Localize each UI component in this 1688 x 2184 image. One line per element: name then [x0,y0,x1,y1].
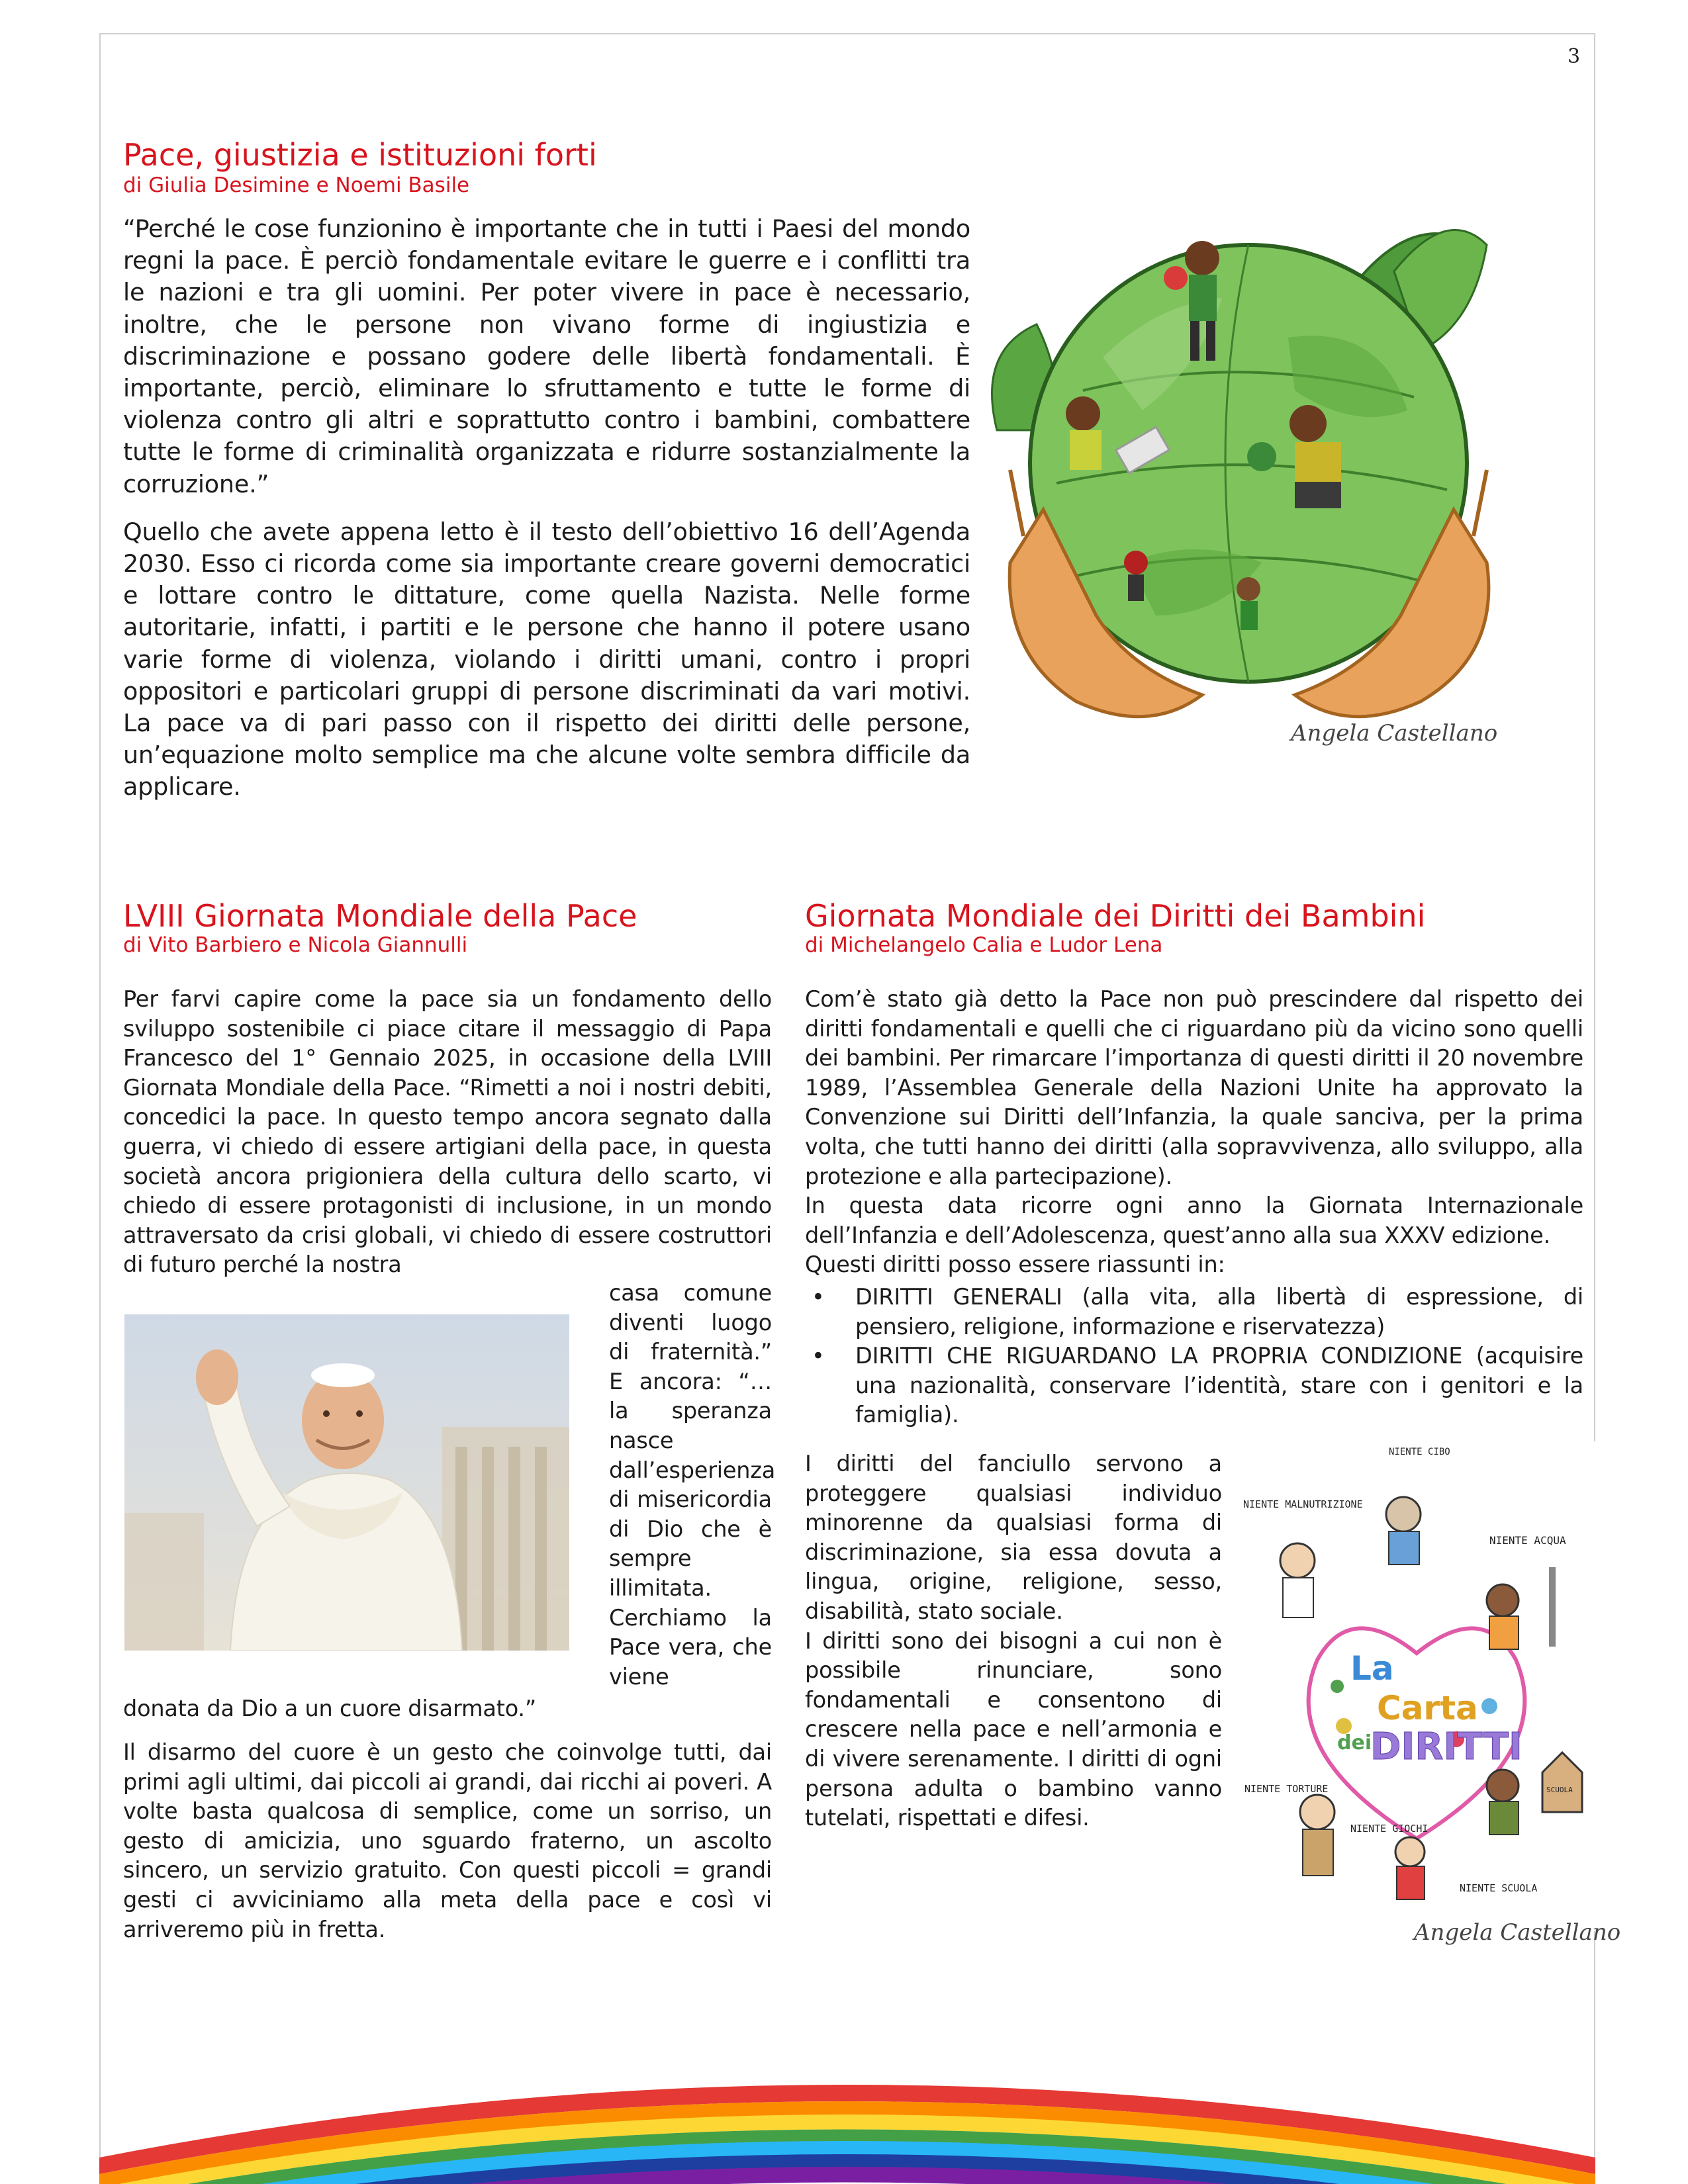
rights-list-item-text: DIRITTI GENERALI (alla vita, alla libertà di espressione, di pensiero, religione, informazione e riservatezza) [855,1283,1583,1340]
label-niente-scuola: NIENTE SCUOLA [1460,1882,1538,1894]
article3-body-lower [805,1449,1222,1833]
article3-paragraph: In questa data ricorre ogni anno la Giornata Internazionale dell’Infanzia e dell’Adolescenza, quest’anno alla sua XXXV edizione. [805,1193,1583,1248]
article2-title: LVIII Giornata Mondiale della Pace [123,898,637,934]
illustration-title-line1: La [1350,1649,1394,1688]
bullet-icon: • [812,1343,825,1369]
label-niente-torture: NIENTE TORTURE [1244,1783,1329,1795]
page-number: 3 [1568,45,1581,68]
pope-francis-photo [124,1314,569,1651]
illustration-title-line2: Carta [1377,1689,1478,1727]
article1-illustration-signature: Angela Castellano [1291,720,1498,747]
article2-paragraph-wrap: casa comune diventi luogo di fraternità.” E ancora: “… la speranza nasce dall’esperienza di misericordia di Dio che è sempre illimitata. Cerchiamo la Pace vera, che viene [609,1280,776,1690]
article1-title: Pace, giustizia e istituzioni forti [123,137,597,173]
article3-byline: di Michelangelo Calia e Ludor Lena [805,933,1163,957]
article3-paragraph: I diritti del fanciullo servono a proteggere qualsiasi individuo minorenne da qualsiasi forma di discriminazione, sia essa dovuta a lingua, origine, religione, sesso, disabilità, stato sociale. [805,1451,1222,1624]
article3-paragraph: Com’è stato già detto la Pace non può prescindere dal rispetto dei diritti fondamentali e quelli che ci riguardano più da vicino sono quelli dei bambini. Per rimarcare l’importanza di questi diritti il 20 novembre 1989, l’Assemblea Generale della Nazioni Unite ha approvato la Convenzione sui Diritti dell’Infanzia, la quale sanciva, per la prima volta, che tutti hanno dei diritti (alla sopravvivenza, allo sviluppo, alla protezione e alla partecipazione). [805,986,1583,1189]
article3-paragraph: Questi diritti posso essere riassunti in: [805,1251,1225,1278]
article3-body [805,985,1583,1430]
label-scuola: SCUOLA [1546,1786,1573,1794]
rainbow-footer-decoration [99,2052,1595,2184]
label-niente-giochi: NIENTE GIOCHI [1350,1823,1429,1835]
children-rights-illustration [1238,1441,1595,1931]
illustration-title-line4: DIRITTI [1370,1725,1523,1768]
label-niente-malnutrizione: NIENTE MALNUTRIZIONE [1243,1498,1363,1510]
article3-illustration-signature: Angela Castellano [1414,1919,1621,1946]
article2-paragraph: Il disarmo del cuore è un gesto che coinvolge tutti, dai primi agli ultimi, dai piccoli ai grandi, dai ricchi ai poveri. A volte basta qualcosa di semplice, come un sorriso, un gesto di amicizia, uno sguardo fraterno, un ascolto sincero, un servizio gratuito. Con questi piccoli = grandi gesti ci avviciniamo alla meta della pace e così vi arriveremo più in fretta. [123,1739,772,1942]
article3-paragraph: I diritti sono dei bisogni a cui non è possibile rinunciare, sono fondamentali e consentono di crescere nella pace e nell’armonia e di vivere serenamente. I diritti di ogni persona adulta o bambino vanno tutelati, rispettati e difesi. [805,1627,1222,1831]
globe-hands-illustration [984,192,1513,741]
rights-list-item [805,1283,1583,1342]
rights-list [805,1283,1583,1430]
article1-paragraph: Quello che avete appena letto è il testo dell’obiettivo 16 dell’Agenda 2030. Esso ci ricorda come sia importante creare governi democratici e lottare contro le dittature, come quella Nazista. Nelle forme autoritarie, infatti, i partiti e le persone che hanno il potere usano varie forme di violenza, violando i diritti umani, contro i propri oppositori e particolari gruppi di persone discriminati da vari motivi. La pace va di pari passo con il rispetto dei diritti delle persone, un’equazione molto semplice ma che alcune volte sembra difficile da applicare. [123,517,970,801]
article1-byline: di Giulia Desimine e Noemi Basile [123,173,470,197]
article1-paragraph: “Perché le cose funzionino è importante che in tutti i Paesi del mondo regni la pace. È perciò fondamentale evitare le guerre e i conflitti tra le nazioni e tra gli uomini. Per poter vivere in pace è necessario, inoltre, che le persone non vivano forme di ingiustizia e discriminazione e possano godere delle libertà fondamentali. È importante, perciò, eliminare lo sfruttamento e tutte le forme di violenza contro gli altri e soprattutto contro i bambini, combattere tutte le forme di criminalità organizzata e ridurre sostanzialmente la corruzione.” [123,214,970,498]
article2-paragraph-top: Per farvi capire come la pace sia un fondamento dello sviluppo sostenibile ci piace citare il messaggio di Papa Francesco del 1° Gennaio 2025, in occasione della LVIII Giornata Mondiale della Pace. “Rimetti a noi i nostri debiti, concedici la pace. In questo tempo ancora segnato dalla guerra, vi chiedo di essere artigiani della pace, in questa società ancora prigioniera della cultura dello scarto, vi chiedo di essere protagonisti di inclusione, in un mondo attraversato da crisi globali, vi chiedo di essere costruttori di futuro perché la nostra [123,986,772,1278]
article1-body [123,213,970,803]
bullet-icon: • [812,1283,825,1310]
label-niente-cibo: NIENTE CIBO [1389,1447,1450,1457]
label-niente-acqua: NIENTE ACQUA [1489,1534,1566,1547]
article2-paragraph-end: donata da Dio a un cuore disarmato.” [123,1696,537,1721]
rights-list-item [805,1342,1583,1430]
article2-byline: di Vito Barbiero e Nicola Giannulli [123,933,468,957]
rights-list-item-text: DIRITTI CHE RIGUARDANO LA PROPRIA CONDIZIONE (acquisire una nazionalità, conservare l’identità, stare con i genitori e la famiglia). [855,1343,1583,1428]
illustration-title-line3: dei [1337,1731,1372,1754]
article3-title: Giornata Mondiale dei Diritti dei Bambini [805,898,1426,934]
